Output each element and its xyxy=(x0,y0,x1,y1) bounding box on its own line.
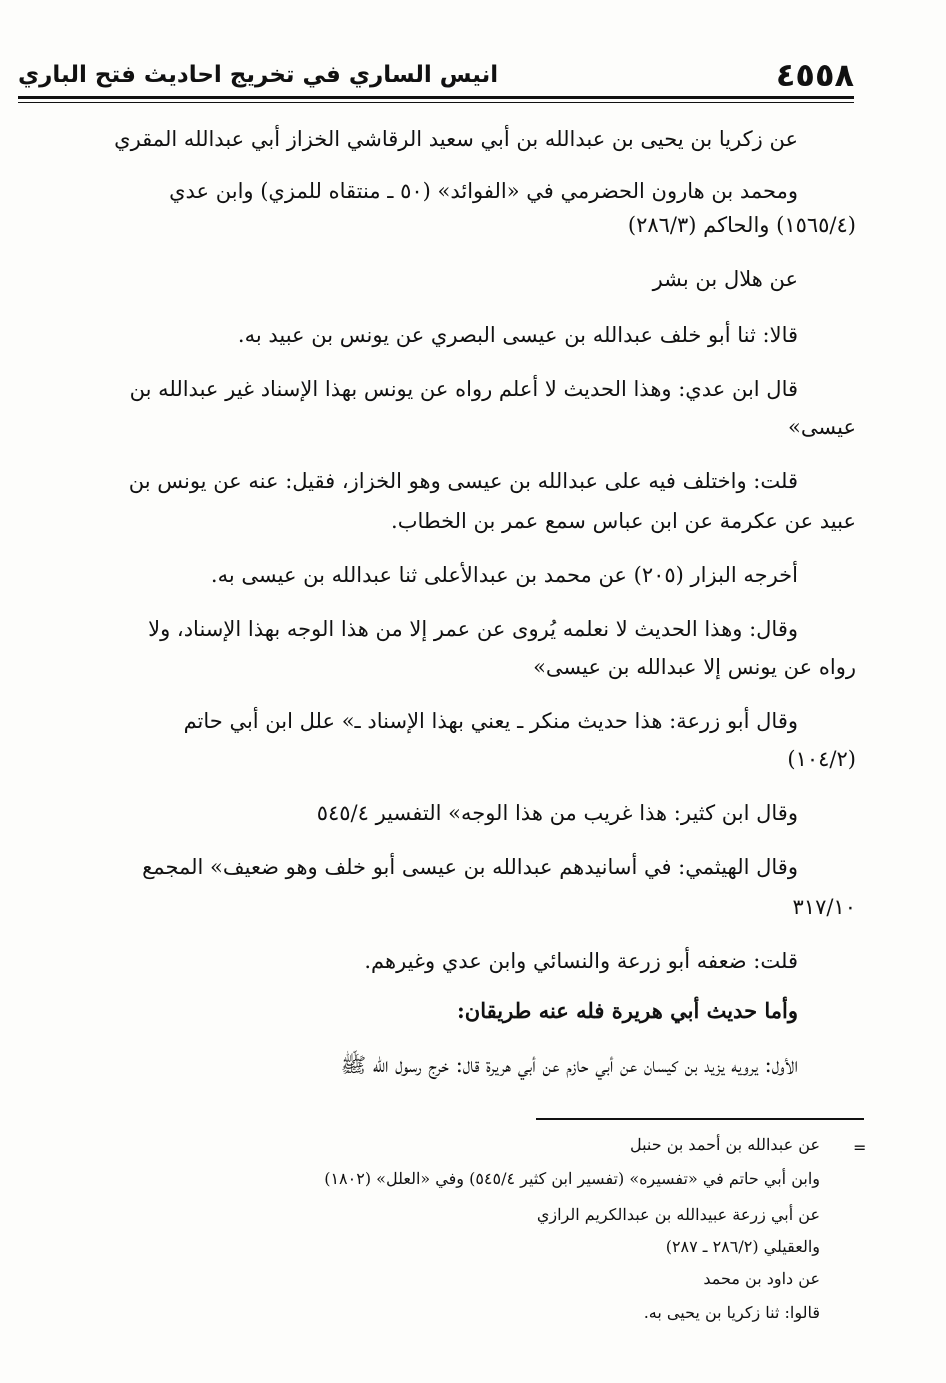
text-line: وقال: وهذا الحديث لا نعلمه يُروى عن عمر إلا من هذا الوجه بهذا الإسناد، ولا xyxy=(148,617,798,641)
header-rule-thick xyxy=(18,96,854,99)
footnote-line: والعقيلي (٢٨٦/٢ ـ ٢٨٧) xyxy=(665,1237,820,1256)
text-line: عن زكريا بن يحيى بن عبدالله بن أبي سعيد الرقاشي الخزاز أبي عبدالله المقري xyxy=(114,127,798,151)
text-line: قلت: واختلف فيه على عبدالله بن عيسى وهو الخزاز، فقيل: عنه عن يونس بن xyxy=(128,469,798,493)
text-line: الأول: يرويه يزيد بن كيسان عن أبي حازم عن أبي هريرة قال: خرج رسول الله ﷺ xyxy=(340,1053,798,1077)
page-number: ٤٥٥٨ xyxy=(775,56,854,94)
footnote-continuation-mark: = xyxy=(853,1138,867,1157)
text-line: ٣١٧/١٠ xyxy=(792,895,856,919)
running-title: انيس الساري في تخريج احاديث فتح الباري xyxy=(18,62,499,88)
text-line: قلت: ضعفه أبو زرعة والنسائي وابن عدي وغيرهم. xyxy=(364,949,798,973)
header-rule-thin xyxy=(18,102,854,103)
text-line: (١٠٤/٢) xyxy=(787,747,856,771)
text-line: عيسى» xyxy=(788,415,856,439)
text-line: (١٥٦٥/٤) والحاكم (٢٨٦/٣) xyxy=(627,213,856,237)
text-line: قالا: ثنا أبو خلف عبدالله بن عيسى البصري عن يونس بن عبيد به. xyxy=(237,323,798,347)
text-line: ومحمد بن هارون الحضرمي في «الفوائد» (٥٠ ـ منتقاه للمزي) وابن عدي xyxy=(169,179,798,203)
text-line: أخرجه البزار (٢٠٥) عن محمد بن عبدالأعلى ثنا عبدالله بن عيسى به. xyxy=(210,563,798,587)
footnote-line: قالوا: ثنا زكريا بن يحيى به. xyxy=(643,1303,820,1322)
text-line: وقال الهيثمي: في أسانيدهم عبدالله بن عيسى أبو خلف وهو ضعيف» المجمع xyxy=(142,855,798,879)
footnote-line: وابن أبي حاتم في «تفسيره» (تفسير ابن كثير ٥٤٥/٤) وفي «العلل» (١٨٠٢) xyxy=(324,1169,820,1188)
page-header xyxy=(18,52,854,98)
text-line: وقال ابن كثير: هذا غريب من هذا الوجه» التفسير ٥٤٥/٤ xyxy=(316,801,798,825)
text-line: عبيد عن عكرمة عن ابن عباس سمع عمر بن الخطاب. xyxy=(391,509,856,533)
text-line: رواه عن يونس إلا عبدالله بن عيسى» xyxy=(533,655,856,679)
section-heading: وأما حديث أبي هريرة فله عنه طريقان: xyxy=(457,998,798,1023)
text-line: وقال أبو زرعة: هذا حديث منكر ـ يعني بهذا الإسناد ـ» علل ابن أبي حاتم xyxy=(183,709,798,733)
text-line: عن هلال بن بشر xyxy=(652,267,798,291)
footnote-line: عن داود بن محمد xyxy=(703,1269,820,1288)
footnote-line: عن عبدالله بن أحمد بن حنبل xyxy=(629,1135,820,1154)
footnote-line: عن أبي زرعة عبيدالله بن عبدالكريم الرازي xyxy=(536,1205,820,1224)
footnote-rule xyxy=(536,1118,864,1120)
text-line: قال ابن عدي: وهذا الحديث لا أعلم رواه عن يونس بهذا الإسناد غير عبدالله بن xyxy=(129,377,798,401)
